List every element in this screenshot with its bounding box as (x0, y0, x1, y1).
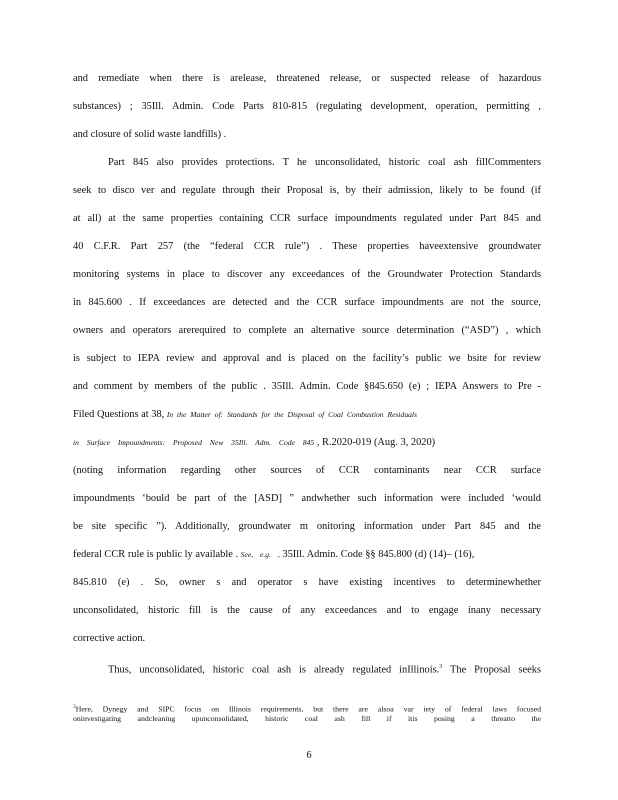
body-line (108, 660, 541, 677)
body-line: corrective action. (73, 633, 146, 644)
body-line: 845.810 (e) . So, owner s and operator s have existing incentives to determinewhether (73, 577, 541, 588)
body-line: and comment by members of the public . 35Ill. Admin. Code §845.650 (e) ; IEPA Answers to Pre - (73, 381, 541, 392)
body-line-citation (73, 408, 543, 422)
footnote-text: Here, Dynegy and SIPC focus on Illinois requirements, but there are alsoa var iety of federal laws focused (75, 704, 541, 714)
body-line: owners and operators arerequired to complete an alternative source determination (“ASD”) , which (73, 325, 541, 336)
body-line (73, 548, 541, 562)
body-line: is subject to IEPA review and approval and is placed on the facility’s public we bsite for review (73, 353, 541, 364)
body-line: at all) at the same properties containing CCR surface impoundments regulated under Part 845 and (73, 213, 541, 224)
case-caption-italic: in Surface Impoundments: Proposed New 35Ill. Adm. Code 845 (73, 438, 315, 447)
body-line: in 845.600 . If exceedances are detected and the CCR surface impoundments are not the source, (73, 297, 541, 308)
body-text: 35Ill. Admin. Code §§ 845.800 (d) (14)– (16), (282, 549, 475, 560)
body-text: federal CCR rule is public ly available . (73, 549, 239, 560)
footnote-reference[interactable]: 3 (439, 664, 443, 670)
footnote-line (73, 702, 541, 715)
body-text: Thus, unconsolidated, historic coal ash is already regulated inIllinois. (108, 664, 440, 676)
body-line: seek to disco ver and regulate through their Proposal is, by their admission, likely to be found (if (73, 185, 541, 196)
body-line: and remediate when there is arelease, threatened release, or suspected release of hazardous (73, 73, 541, 84)
page-number: 6 (306, 750, 312, 761)
body-line: monitoring systems in place to discover any exceedances of the Groundwater Protection Standards (73, 269, 541, 280)
body-line: be site specific ”). Additionally, groundwater m onitoring information under Part 845 and the (73, 521, 541, 532)
footnote-mark: 3 (73, 704, 76, 710)
body-text: , R.2020-019 (Aug. 3, 2020) (316, 437, 436, 448)
body-line-citation (73, 436, 541, 450)
body-line: (noting information regarding other sources of CCR contaminants near CCR surface (73, 465, 541, 476)
body-text: Filed Questions at 38, (73, 409, 165, 420)
body-text: The Proposal seeks (442, 664, 541, 676)
signal-italic: See, e.g. , (240, 550, 280, 559)
body-line: 40 C.F.R. Part 257 (the “federal CCR rule”) . These properties haveextensive groundwater (73, 241, 541, 252)
body-line: impoundments ‘bould be part of the [ASD] ” andwhether such information were included ‘would (73, 493, 541, 504)
case-caption-italic: In the Matter of: Standards for the Disposal of Coal Combustion Residuals (166, 410, 417, 419)
body-line: Part 845 also provides protections. T he unconsolidated, historic coal ash fillCommenters (108, 157, 541, 168)
body-line: substances) ; 35Ill. Admin. Code Parts 810-815 (regulating development, operation, permitting , (73, 101, 541, 112)
body-line: unconsolidated, historic fill is the cause of any exceedances and to engage inany necessary (73, 605, 541, 616)
body-line: and closure of solid waste landfills) . (73, 129, 227, 140)
footnote-line: oninvestigating andcleaning upunconsolidated, historic coal ash fill if itis posing a threatto the (73, 714, 541, 723)
